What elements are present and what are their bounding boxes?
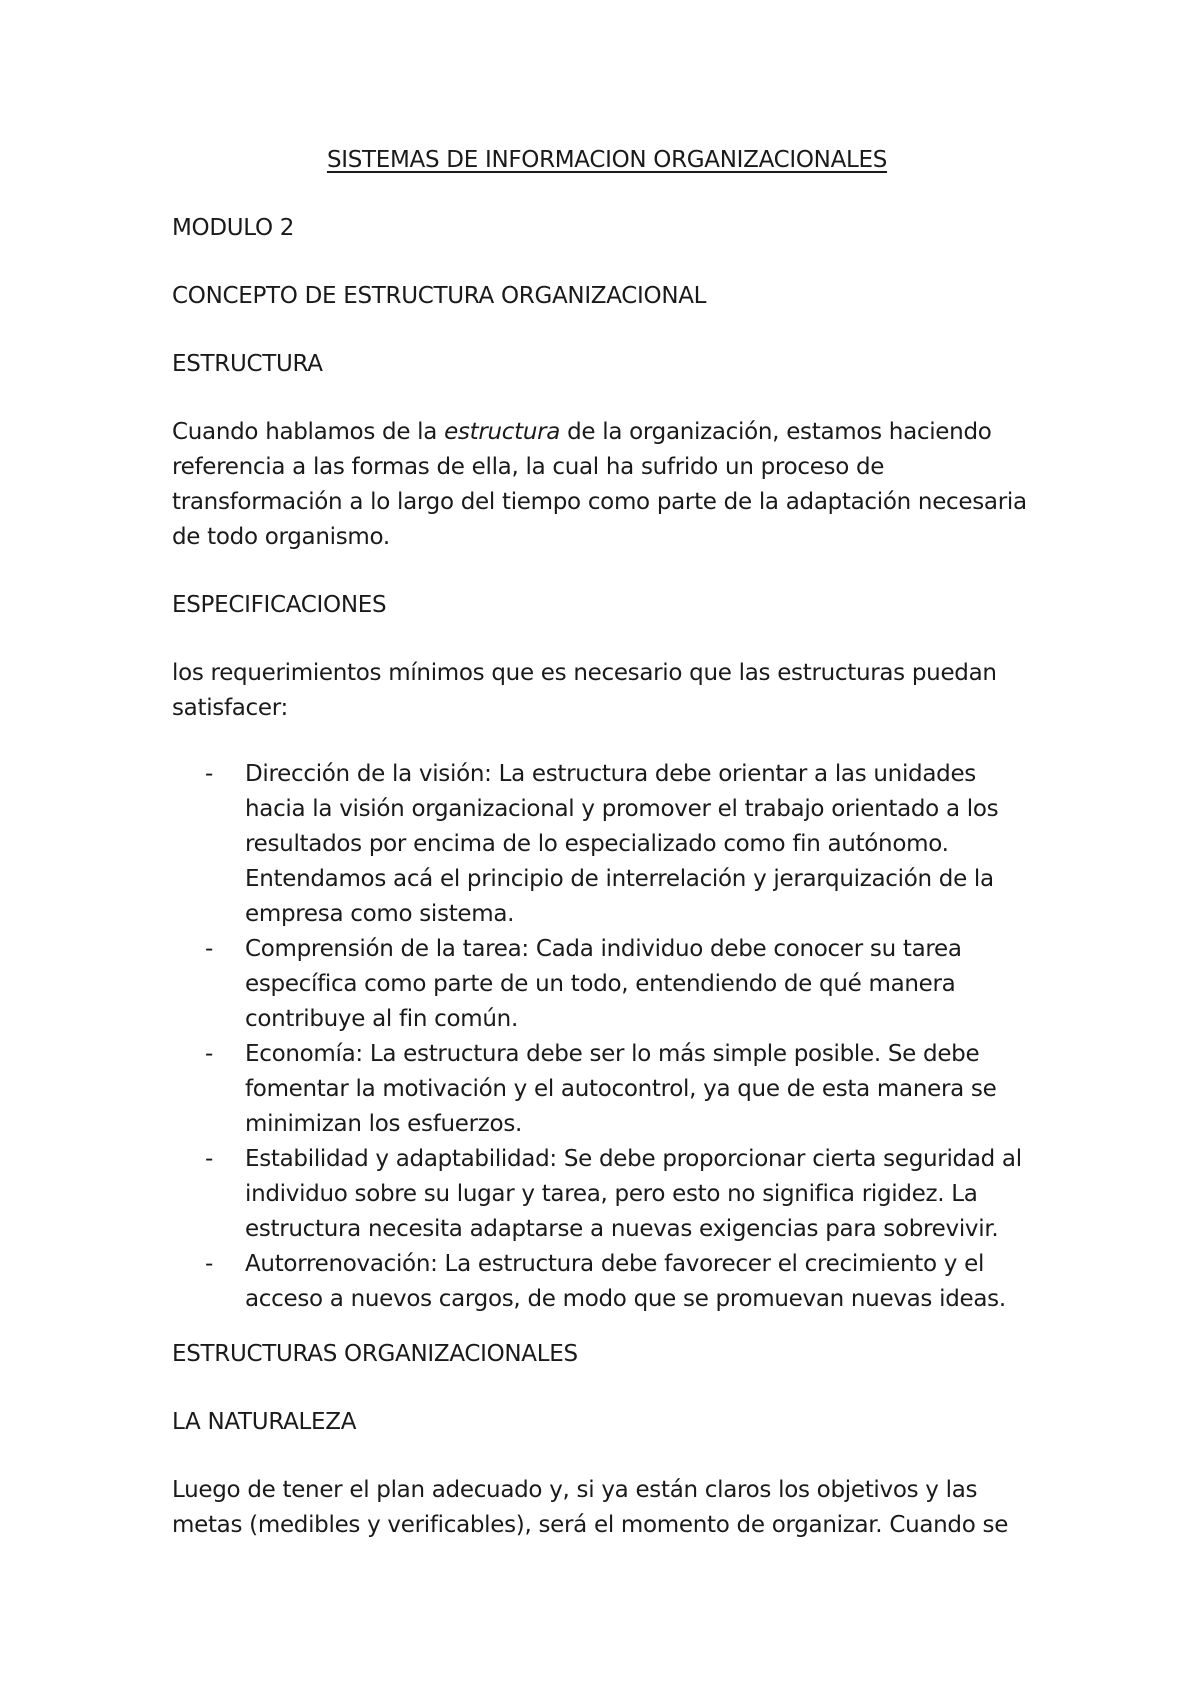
list-item-text: Economía: La estructura debe ser lo más simple posible. Se debe fomentar la motivación y el autocontrol, ya que de esta manera se minimizan los esfuerzos.: [245, 1041, 997, 1137]
structure-paragraph-emphasis: estructura: [444, 419, 561, 445]
list-item: [172, 757, 1042, 932]
specs-intro: los requerimientos mínimos que es necesario que las estructuras puedan satisfacer:: [172, 660, 997, 721]
module-heading: MODULO 2: [172, 215, 295, 241]
bullet-dash: -: [205, 936, 213, 962]
org-structures-heading: ESTRUCTURAS ORGANIZACIONALES: [172, 1341, 578, 1367]
structure-heading: ESTRUCTURA: [172, 351, 323, 377]
list-item: [172, 932, 1042, 1037]
structure-paragraph-after: de la organización, estamos haciendo referencia a las formas de ella, la cual ha sufrido un proceso de transformación a lo largo del tiempo como parte de la adaptación necesaria de todo organismo.: [172, 419, 1027, 550]
bullet-dash: -: [205, 1041, 213, 1067]
list-item-text: Estabilidad y adaptabilidad: Se debe proporcionar cierta seguridad al individuo sobre su lugar y tarea, pero esto no significa rigidez. La estructura necesita adaptarse a nuevas exigencias para sobrevivir.: [245, 1146, 1022, 1242]
list-item: [172, 1142, 1042, 1247]
list-item-text: Comprensión de la tarea: Cada individuo debe conocer su tarea específica como parte de un todo, entendiendo de qué manera contribuye al fin común.: [245, 936, 962, 1032]
bullet-dash: -: [205, 761, 213, 787]
concept-heading: CONCEPTO DE ESTRUCTURA ORGANIZACIONAL: [172, 283, 707, 309]
nature-paragraph: Luego de tener el plan adecuado y, si ya están claros los objetivos y las metas (medibles y verificables), será el momento de organizar. Cuando se: [172, 1477, 1009, 1538]
list-item: [172, 1037, 1042, 1142]
document-body: [172, 143, 1042, 1576]
bullet-dash: -: [205, 1146, 213, 1172]
document-title: SISTEMAS DE INFORMACION ORGANIZACIONALES: [326, 147, 888, 173]
structure-paragraph: [172, 415, 1042, 555]
nature-heading: LA NATURALEZA: [172, 1409, 357, 1435]
structure-paragraph-before: Cuando hablamos de la: [172, 419, 445, 445]
bullet-dash: -: [205, 1251, 213, 1277]
list-item-text: Dirección de la visión: La estructura debe orientar a las unidades hacia la visión organizacional y promover el trabajo orientado a los resultados por encima de lo especializado como fin autónomo. Entendamos acá el principio de interrelación y jerarquización de la empresa como sistema.: [245, 761, 999, 927]
specs-list: [172, 757, 1042, 1317]
list-item: [172, 1247, 1042, 1317]
list-item-text: Autorrenovación: La estructura debe favorecer el crecimiento y el acceso a nuevos cargos, de modo que se promuevan nuevas ideas.: [245, 1251, 1006, 1312]
specs-heading: ESPECIFICACIONES: [172, 592, 387, 618]
